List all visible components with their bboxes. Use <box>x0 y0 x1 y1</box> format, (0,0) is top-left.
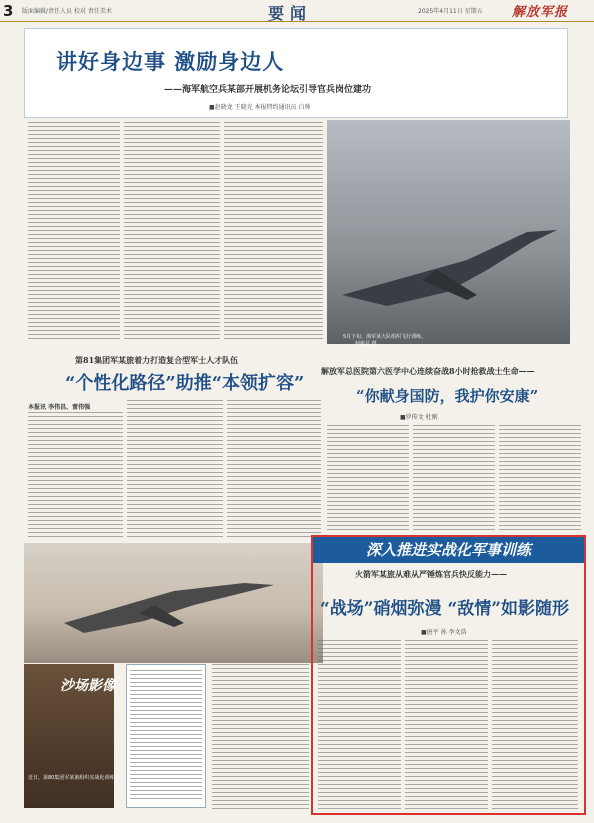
article-4-byline: ■唐平 孙 李文浩 <box>421 629 467 636</box>
article-4-column-1 <box>318 640 401 810</box>
jet-silhouette-icon <box>327 120 570 344</box>
article-2-jet-photo <box>24 543 323 663</box>
section-title: 要闻 <box>268 4 313 23</box>
article-4-kicker: 火箭军某旅从难从严锤炼官兵快反能力—— <box>355 569 507 579</box>
photo-caption: 5月下旬，海军某大队组织飞行训练。 <box>343 334 427 340</box>
lead-headline: 讲好身边事 激励身边人 <box>56 49 285 74</box>
fighter-jet-photo <box>327 120 570 344</box>
lead-subheadline: ——海军航空兵某部开展机务论坛引导官兵岗位建功 <box>164 85 372 95</box>
article-2-column-1 <box>28 412 123 540</box>
article-3-column-2 <box>413 425 495 530</box>
article-3-byline: ■罗传文 杜刚 <box>400 414 438 421</box>
article-3-headline: “你献身国防，我护你安康” <box>356 387 539 405</box>
article-4-column-2 <box>405 640 488 810</box>
page-number: 3 <box>3 2 14 20</box>
editor-credits: 版面编辑/责任人员 校对 责任美术 <box>22 8 112 15</box>
sidebar-text <box>130 670 202 800</box>
photo-credit: 何新益 摄 <box>355 341 377 347</box>
article-2-headline: “个性化路径”助推“本领扩容” <box>65 373 305 394</box>
jet-silhouette-icon <box>24 543 323 663</box>
article-4-headline: “战场”硝烟弥漫 “敌情”如影随形 <box>320 599 570 619</box>
sidebar-title: 沙场影像 <box>60 678 116 694</box>
column-banner: 深入推进实战化军事训练 <box>313 537 584 563</box>
article-3-column-1 <box>327 425 409 530</box>
article-2-column-3 <box>227 400 321 540</box>
article-4-column-3 <box>492 640 578 810</box>
lead-article-column-1 <box>28 122 120 342</box>
article-3-kicker: 解放军总医院第六医学中心连续奋战8小时抢救战士生命—— <box>321 366 535 376</box>
sidebar-caption: 近日，第80集团军某旅组织实战化训练 <box>28 775 115 781</box>
lead-article-column-3 <box>224 122 323 342</box>
issue-date: 2025年4月11日 星期五 <box>418 8 483 15</box>
lead-byline: ■赵晓龙 王晓光 本报特约通讯员 白帅 <box>209 104 311 111</box>
newspaper-logo: 解放军报 <box>512 5 569 20</box>
lead-article-column-2 <box>124 122 220 342</box>
article-2-byline: 本报讯 李伟昌、雷伟强 <box>28 404 91 411</box>
article-2-continued <box>212 664 309 810</box>
article-2-column-2 <box>127 400 223 540</box>
article-2-kicker: 第81集团军某旅着力打造复合型军士人才队伍 <box>75 355 239 365</box>
article-3-column-3 <box>499 425 581 530</box>
